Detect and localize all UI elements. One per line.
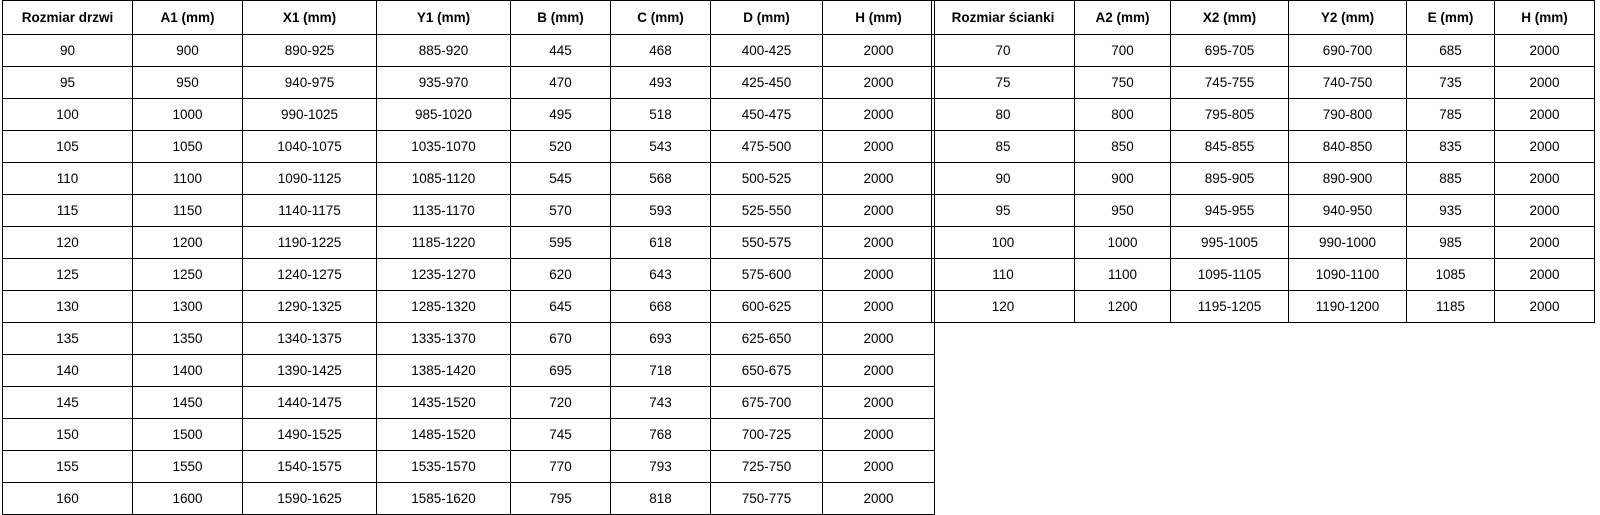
table-cell: 1600 (133, 483, 243, 515)
walls-table-body (932, 35, 1595, 323)
table-cell: 850 (1075, 131, 1171, 163)
table-cell: 645 (511, 291, 611, 323)
walls-column-header: A2 (mm) (1075, 1, 1171, 35)
table-cell: 130 (3, 291, 133, 323)
table-cell: 110 (932, 259, 1075, 291)
table-cell: 685 (1407, 35, 1495, 67)
table-cell: 110 (3, 163, 133, 195)
table-cell: 2000 (823, 227, 935, 259)
table-cell: 525-550 (711, 195, 823, 227)
walls-column-header: X2 (mm) (1171, 1, 1289, 35)
table-cell: 600-625 (711, 291, 823, 323)
table-cell: 2000 (1495, 259, 1595, 291)
table-row (3, 291, 935, 323)
table-cell: 570 (511, 195, 611, 227)
table-cell: 950 (133, 67, 243, 99)
table-cell: 945-955 (1171, 195, 1289, 227)
table-cell: 80 (932, 99, 1075, 131)
table-row (3, 99, 935, 131)
table-row (3, 419, 935, 451)
table-cell: 818 (611, 483, 711, 515)
table-cell: 125 (3, 259, 133, 291)
table-cell: 750-775 (711, 483, 823, 515)
table-cell: 940-975 (243, 67, 377, 99)
table-cell: 2000 (1495, 99, 1595, 131)
table-cell: 675-700 (711, 387, 823, 419)
table-cell: 995-1005 (1171, 227, 1289, 259)
table-cell: 1290-1325 (243, 291, 377, 323)
table-cell: 1400 (133, 355, 243, 387)
table-row (932, 67, 1595, 99)
table-cell: 1350 (133, 323, 243, 355)
table-cell: 1185 (1407, 291, 1495, 323)
table-cell: 700-725 (711, 419, 823, 451)
table-cell: 670 (511, 323, 611, 355)
table-row (932, 99, 1595, 131)
doors-dimensions-table (2, 0, 935, 515)
table-row (3, 35, 935, 67)
doors-column-header: Rozmiar drzwi (3, 1, 133, 35)
table-row (3, 131, 935, 163)
table-cell: 155 (3, 451, 133, 483)
table-cell: 1250 (133, 259, 243, 291)
doors-column-header: A1 (mm) (133, 1, 243, 35)
table-cell: 1140-1175 (243, 195, 377, 227)
doors-column-header: H (mm) (823, 1, 935, 35)
table-cell: 595 (511, 227, 611, 259)
table-cell: 790-800 (1289, 99, 1407, 131)
table-cell: 95 (932, 195, 1075, 227)
table-row (932, 35, 1595, 67)
table-cell: 1100 (133, 163, 243, 195)
table-header-row (3, 1, 935, 35)
table-cell: 1440-1475 (243, 387, 377, 419)
table-cell: 543 (611, 131, 711, 163)
table-cell: 520 (511, 131, 611, 163)
table-cell: 495 (511, 99, 611, 131)
table-cell: 450-475 (711, 99, 823, 131)
doors-table-header (3, 1, 935, 35)
table-cell: 668 (611, 291, 711, 323)
table-cell: 618 (611, 227, 711, 259)
table-cell: 795-805 (1171, 99, 1289, 131)
table-cell: 1040-1075 (243, 131, 377, 163)
table-cell: 593 (611, 195, 711, 227)
table-cell: 115 (3, 195, 133, 227)
table-cell: 935 (1407, 195, 1495, 227)
table-cell: 2000 (1495, 35, 1595, 67)
table-cell: 75 (932, 67, 1075, 99)
table-cell: 568 (611, 163, 711, 195)
table-row (932, 163, 1595, 195)
table-cell: 1195-1205 (1171, 291, 1289, 323)
table-cell: 2000 (823, 195, 935, 227)
table-cell: 1550 (133, 451, 243, 483)
table-cell: 140 (3, 355, 133, 387)
table-cell: 468 (611, 35, 711, 67)
table-cell: 2000 (823, 163, 935, 195)
table-cell: 695 (511, 355, 611, 387)
table-cell: 550-575 (711, 227, 823, 259)
walls-column-header: E (mm) (1407, 1, 1495, 35)
table-cell: 120 (932, 291, 1075, 323)
table-cell: 1000 (1075, 227, 1171, 259)
table-cell: 2000 (823, 259, 935, 291)
table-cell: 1035-1070 (377, 131, 511, 163)
table-cell: 795 (511, 483, 611, 515)
table-cell: 990-1025 (243, 99, 377, 131)
table-cell: 990-1000 (1289, 227, 1407, 259)
table-cell: 620 (511, 259, 611, 291)
table-row (3, 67, 935, 99)
table-cell: 1340-1375 (243, 323, 377, 355)
table-cell: 2000 (823, 387, 935, 419)
table-cell: 720 (511, 387, 611, 419)
table-cell: 120 (3, 227, 133, 259)
table-cell: 135 (3, 323, 133, 355)
table-cell: 690-700 (1289, 35, 1407, 67)
table-cell: 840-850 (1289, 131, 1407, 163)
table-cell: 2000 (823, 291, 935, 323)
table-cell: 1435-1520 (377, 387, 511, 419)
table-cell: 1490-1525 (243, 419, 377, 451)
table-cell: 85 (932, 131, 1075, 163)
table-header-row (932, 1, 1595, 35)
table-cell: 895-905 (1171, 163, 1289, 195)
table-cell: 1500 (133, 419, 243, 451)
table-cell: 1240-1275 (243, 259, 377, 291)
table-cell: 845-855 (1171, 131, 1289, 163)
table-cell: 100 (3, 99, 133, 131)
table-cell: 145 (3, 387, 133, 419)
table-cell: 470 (511, 67, 611, 99)
table-row (932, 227, 1595, 259)
table-cell: 2000 (823, 419, 935, 451)
table-cell: 493 (611, 67, 711, 99)
table-cell: 1585-1620 (377, 483, 511, 515)
table-row (932, 195, 1595, 227)
table-cell: 1090-1100 (1289, 259, 1407, 291)
table-cell: 1190-1200 (1289, 291, 1407, 323)
table-cell: 90 (932, 163, 1075, 195)
table-cell: 890-925 (243, 35, 377, 67)
table-cell: 1535-1570 (377, 451, 511, 483)
table-cell: 625-650 (711, 323, 823, 355)
table-cell: 1335-1370 (377, 323, 511, 355)
table-cell: 1390-1425 (243, 355, 377, 387)
table-cell: 735 (1407, 67, 1495, 99)
table-cell: 1100 (1075, 259, 1171, 291)
table-cell: 885-920 (377, 35, 511, 67)
table-cell: 1090-1125 (243, 163, 377, 195)
table-row (932, 259, 1595, 291)
table-cell: 2000 (1495, 67, 1595, 99)
table-cell: 500-525 (711, 163, 823, 195)
table-cell: 1135-1170 (377, 195, 511, 227)
table-cell: 2000 (823, 35, 935, 67)
table-cell: 1200 (133, 227, 243, 259)
table-row (3, 323, 935, 355)
table-row (3, 355, 935, 387)
walls-table-header (932, 1, 1595, 35)
table-cell: 935-970 (377, 67, 511, 99)
table-cell: 1485-1520 (377, 419, 511, 451)
table-cell: 770 (511, 451, 611, 483)
table-cell: 2000 (823, 483, 935, 515)
table-cell: 740-750 (1289, 67, 1407, 99)
table-cell: 2000 (1495, 227, 1595, 259)
walls-dimensions-table-container (931, 0, 1595, 323)
table-cell: 718 (611, 355, 711, 387)
table-cell: 575-600 (711, 259, 823, 291)
table-cell: 475-500 (711, 131, 823, 163)
table-cell: 1200 (1075, 291, 1171, 323)
table-cell: 768 (611, 419, 711, 451)
table-cell: 445 (511, 35, 611, 67)
walls-dimensions-table (931, 0, 1595, 323)
table-cell: 2000 (823, 67, 935, 99)
table-cell: 2000 (1495, 163, 1595, 195)
table-cell: 643 (611, 259, 711, 291)
table-row (3, 387, 935, 419)
doors-column-header: B (mm) (511, 1, 611, 35)
doors-table-body (3, 35, 935, 515)
table-cell: 885 (1407, 163, 1495, 195)
table-cell: 700 (1075, 35, 1171, 67)
doors-column-header: X1 (mm) (243, 1, 377, 35)
table-cell: 745-755 (1171, 67, 1289, 99)
table-cell: 793 (611, 451, 711, 483)
table-cell: 745 (511, 419, 611, 451)
table-cell: 95 (3, 67, 133, 99)
table-cell: 750 (1075, 67, 1171, 99)
doors-column-header: D (mm) (711, 1, 823, 35)
table-cell: 1185-1220 (377, 227, 511, 259)
table-cell: 150 (3, 419, 133, 451)
table-cell: 160 (3, 483, 133, 515)
table-row (932, 291, 1595, 323)
table-cell: 890-900 (1289, 163, 1407, 195)
table-cell: 545 (511, 163, 611, 195)
table-cell: 650-675 (711, 355, 823, 387)
table-cell: 695-705 (1171, 35, 1289, 67)
table-cell: 1450 (133, 387, 243, 419)
table-cell: 2000 (1495, 131, 1595, 163)
table-cell: 1300 (133, 291, 243, 323)
walls-column-header: Rozmiar ścianki (932, 1, 1075, 35)
table-row (932, 131, 1595, 163)
table-cell: 1385-1420 (377, 355, 511, 387)
table-cell: 90 (3, 35, 133, 67)
table-row (3, 195, 935, 227)
table-cell: 743 (611, 387, 711, 419)
table-cell: 1085-1120 (377, 163, 511, 195)
table-cell: 2000 (823, 131, 935, 163)
table-cell: 70 (932, 35, 1075, 67)
table-row (3, 259, 935, 291)
table-cell: 1000 (133, 99, 243, 131)
table-cell: 100 (932, 227, 1075, 259)
table-cell: 835 (1407, 131, 1495, 163)
table-cell: 1540-1575 (243, 451, 377, 483)
table-cell: 2000 (823, 99, 935, 131)
table-cell: 725-750 (711, 451, 823, 483)
table-cell: 1085 (1407, 259, 1495, 291)
table-cell: 2000 (1495, 291, 1595, 323)
table-cell: 400-425 (711, 35, 823, 67)
table-cell: 693 (611, 323, 711, 355)
table-cell: 1050 (133, 131, 243, 163)
table-row (3, 163, 935, 195)
table-cell: 2000 (823, 355, 935, 387)
table-cell: 105 (3, 131, 133, 163)
table-cell: 2000 (823, 323, 935, 355)
doors-column-header: Y1 (mm) (377, 1, 511, 35)
table-row (3, 227, 935, 259)
table-cell: 1095-1105 (1171, 259, 1289, 291)
table-cell: 900 (1075, 163, 1171, 195)
table-cell: 985-1020 (377, 99, 511, 131)
walls-column-header: Y2 (mm) (1289, 1, 1407, 35)
table-cell: 518 (611, 99, 711, 131)
table-cell: 950 (1075, 195, 1171, 227)
table-cell: 1190-1225 (243, 227, 377, 259)
table-cell: 985 (1407, 227, 1495, 259)
table-cell: 940-950 (1289, 195, 1407, 227)
table-cell: 425-450 (711, 67, 823, 99)
table-cell: 900 (133, 35, 243, 67)
table-cell: 785 (1407, 99, 1495, 131)
doors-dimensions-table-container (2, 0, 935, 515)
table-row (3, 483, 935, 515)
table-cell: 1590-1625 (243, 483, 377, 515)
table-row (3, 451, 935, 483)
table-cell: 800 (1075, 99, 1171, 131)
table-cell: 1150 (133, 195, 243, 227)
table-cell: 2000 (1495, 195, 1595, 227)
doors-column-header: C (mm) (611, 1, 711, 35)
walls-column-header: H (mm) (1495, 1, 1595, 35)
table-cell: 1285-1320 (377, 291, 511, 323)
table-cell: 2000 (823, 451, 935, 483)
table-cell: 1235-1270 (377, 259, 511, 291)
